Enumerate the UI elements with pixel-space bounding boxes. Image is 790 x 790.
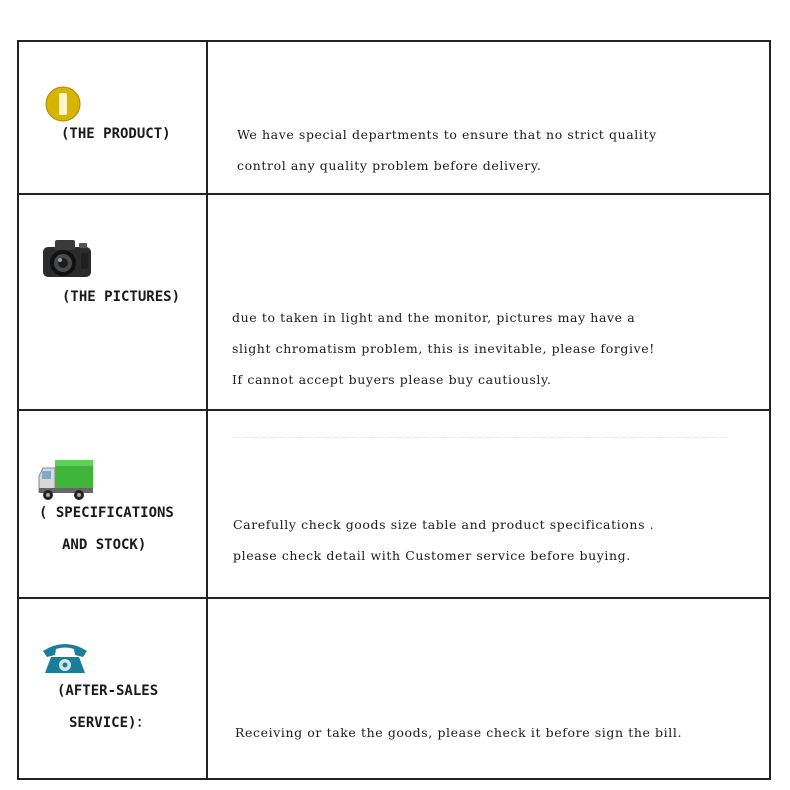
description-line: slight chromatism problem, this is inevitable, please forgive!	[232, 341, 655, 356]
description-line: We have special departments to ensure that no strict quality	[237, 127, 657, 142]
table-row-product	[19, 42, 769, 195]
faint-divider	[234, 437, 729, 438]
row-label	[62, 281, 180, 313]
description-line: Carefully check goods size table and product specifications .	[233, 517, 655, 532]
row-label	[39, 497, 174, 561]
label-line: (THE PICTURES)	[62, 289, 181, 305]
table-row-after-sales	[19, 599, 769, 778]
row-label-cell	[19, 411, 208, 597]
label-line: AND STOCK)	[62, 537, 147, 553]
table-row-specifications	[19, 411, 769, 599]
row-label	[61, 118, 171, 150]
row-label-cell	[19, 195, 208, 409]
row-label-cell	[19, 599, 208, 778]
info-table	[17, 40, 771, 780]
row-description	[235, 717, 682, 748]
camera-icon	[41, 237, 93, 285]
table-row-pictures	[19, 195, 769, 411]
description-line: due to taken in light and the monitor, pictures may have a	[232, 310, 636, 325]
row-description	[232, 302, 655, 395]
row-description	[233, 509, 654, 571]
label-line: (AFTER-SALES	[57, 683, 159, 699]
row-label	[57, 675, 158, 739]
label-line: (THE PRODUCT)	[61, 126, 171, 142]
description-line: control any quality problem before delivery.	[237, 158, 542, 173]
description-line: If cannot accept buyers please buy cautiously.	[232, 372, 552, 387]
description-line: Receiving or take the goods, please check it before sign the bill.	[235, 725, 683, 740]
label-line: ( SPECIFICATIONS	[39, 505, 174, 521]
row-label-cell	[19, 42, 208, 193]
description-line: please check detail with Customer service before buying.	[233, 548, 631, 563]
row-description	[237, 119, 657, 181]
label-line: SERVICE)：	[69, 715, 151, 731]
telephone-icon	[41, 639, 89, 679]
